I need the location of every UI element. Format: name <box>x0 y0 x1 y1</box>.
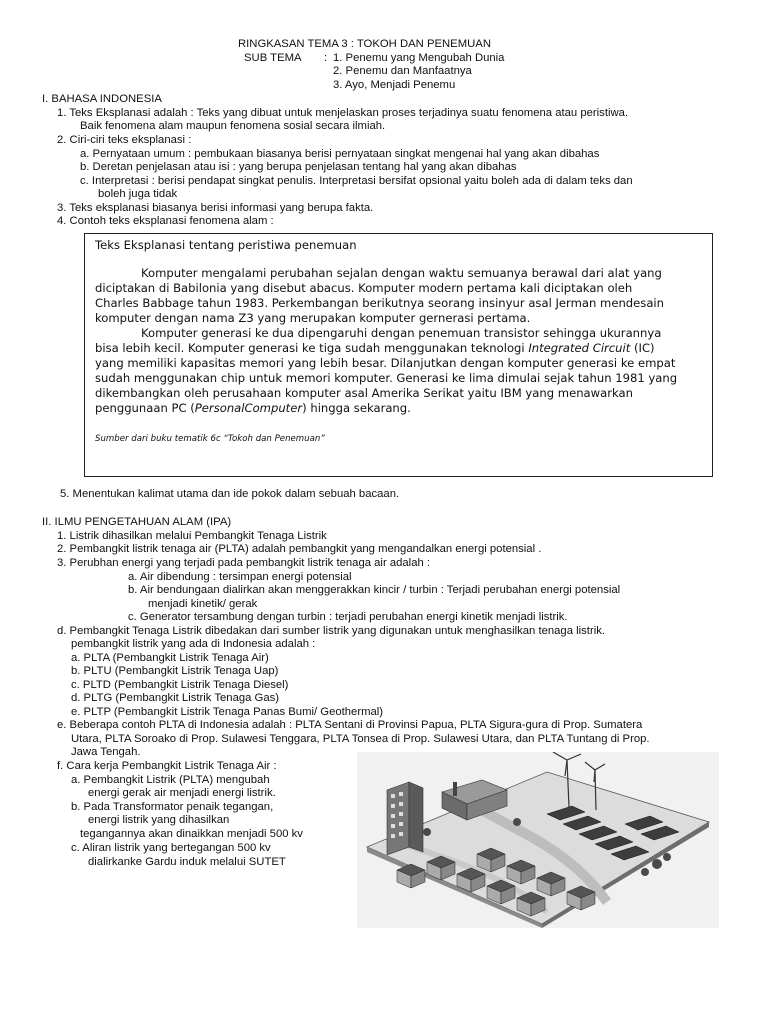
s2-item-d-cont: pembangkit listrik yang ada di Indonesia adalah : <box>71 638 316 650</box>
s2-f-b-cont-2: tegangannya akan dinaikkan menjadi 500 kv <box>80 828 303 840</box>
s2-item-2: 2. Pembangkit listrik tenaga air (PLTA) adalah pembangkit yang mengandalkan energi potensial . <box>57 543 542 555</box>
subtema-colon: : <box>324 52 328 64</box>
s2-item-d: d. Pembangkit Tenaga Listrik dibedakan dari sumber listrik yang digunakan untuk menghasilkan tenaga listrik. <box>57 625 606 637</box>
section-2-heading: II. ILMU PENGETAHUAN ALAM (IPA) <box>42 516 232 528</box>
box-p2-l5: dikembangkan oleh perusahaan komputer asal Amerika Serikat yaitu IBM yang menawarkan <box>95 386 633 400</box>
subtema-label: SUB TEMA <box>244 52 302 64</box>
s2-d-list-e: e. PLTP (Pembangkit Listrik Tenaga Panas Bumi/ Geothermal) <box>71 706 384 718</box>
s1-item-4: 4. Contoh teks eksplanasi fenomena alam : <box>57 215 274 227</box>
s2-item-3b: b. Air bendungaan dialirkan akan menggerakkan kincir / turbin : Terjadi perubahan energi potensial <box>128 584 621 596</box>
apartment-building <box>387 782 423 855</box>
s1-item-2c: c. Interpretasi : berisi pendapat singkat penulis. Interpretasi bersifat opsional yaitu boleh ada di dalam teks dan <box>80 175 633 187</box>
s1-item-2: 2. Ciri-ciri teks eksplanasi : <box>57 134 192 146</box>
box-p1-l4: komputer dengan nama Z3 yang merupakan komputer gernerasi pertama. <box>95 311 531 325</box>
box-p2-l4: sudah menggunakan chip untuk memori komputer. Generasi ke lima dimulai sejak tahun 1981 yang <box>95 371 678 385</box>
box-title: Teks Eksplanasi tentang peristiwa penemuan <box>95 238 357 252</box>
s2-f-c-cont: dialirkanke Gardu induk melalui SUTET <box>88 856 286 868</box>
s2-f-a: a. Pembangkit Listrik (PLTA) mengubah <box>71 774 270 786</box>
s2-f-a-cont: energi gerak air menjadi energi listrik. <box>88 787 276 799</box>
box-source: Sumber dari buku tematik 6c “Tokoh dan Penemuan” <box>95 434 325 444</box>
box-p2-l2: bisa lebih kecil. Komputer generasi ke tiga sudah menggunakan teknologi Integrated Circuit (IC) <box>95 341 655 355</box>
s2-item-3a: a. Air dibendung : tersimpan energi potensial <box>128 571 352 583</box>
subtema-item-3: 3. Ayo, Menjadi Penemu <box>333 79 456 91</box>
box-p1-l2: diciptakan di Babilonia yang disebut abacus. Komputer modern pertama kali diciptakan oleh <box>95 281 633 295</box>
s1-item-3: 3. Teks eksplanasi biasanya berisi informasi yang berupa fakta. <box>57 202 374 214</box>
explanation-text-box <box>84 233 713 477</box>
box-p2-l1: Komputer generasi ke dua dipengaruhi dengan penemuan transistor sehingga ukurannya <box>141 326 662 340</box>
s2-item-1: 1. Listrik dihasilkan melalui Pembangkit Tenaga Listrik <box>57 530 327 542</box>
s2-f-b-cont: energi listrik yang dihasilkan <box>88 814 230 826</box>
s1-item-2a: a. Pernyataan umum : pembukaan biasanya berisi pernyataan singkat mengenai hal yang akan dibahas <box>80 148 600 160</box>
box-p1-l1: Komputer mengalami perubahan sejalan dengan waktu semuanya berawal dari alat yang <box>141 266 662 280</box>
s2-item-f: f. Cara kerja Pembangkit Listrik Tenaga Air : <box>57 760 277 772</box>
s2-d-list-a: a. PLTA (Pembangkit Listrik Tenaga Air) <box>71 652 269 664</box>
s2-d-list-c: c. PLTD (Pembangkit Listrik Tenaga Diesel) <box>71 679 289 691</box>
subtema-item-2: 2. Penemu dan Manfaatnya <box>333 65 472 77</box>
box-p1-l3: Charles Babbage tahun 1983. Perkembangan berikutnya seorang insinyur asal Jerman mendesain <box>95 296 665 310</box>
s2-item-3b-cont: menjadi kinetik/ gerak <box>148 598 258 610</box>
s2-item-3: 3. Perubhan energi yang terjadi pada pembangkit listrik tenaga air adalah : <box>57 557 431 569</box>
box-p2-l3: yang memiliki kapasitas memori yang lebih besar. Dilanjutkan dengan komputer generasi ke empat <box>95 356 676 370</box>
s2-f-c: c. Aliran listrik yang bertegangan 500 kv <box>71 842 271 854</box>
s2-d-list-d: d. PLTG (Pembangkit Listrik Tenaga Gas) <box>71 692 280 704</box>
section-1-heading: I. BAHASA INDONESIA <box>42 93 162 105</box>
s2-d-list-b: b. PLTU (Pembangkit Listrik Tenaga Uap) <box>71 665 279 677</box>
s2-item-e: e. Beberapa contoh PLTA di Indonesia adalah : PLTA Sentani di Provinsi Papua, PLTA Sigura-gura di Prop. Sumatera <box>57 719 643 731</box>
s1-item-2c-cont: boleh juga tidak <box>98 188 178 200</box>
s1-item-2b: b. Deretan penjelasan atau isi : yang berupa penjelasan tentang hal yang akan dibahas <box>80 161 517 173</box>
s1-item-1: 1. Teks Eksplanasi adalah : Teks yang dibuat untuk menjelaskan proses terjadinya suatu fenomena atau peristiwa. <box>57 107 629 119</box>
power-plant-illustration <box>357 752 719 928</box>
s1-item-1-cont: Baik fenomena alam maupun fenomena sosial secara ilmiah. <box>80 120 386 132</box>
s2-f-b: b. Pada Transformator penaik tegangan, <box>71 801 274 813</box>
s2-item-e-cont-1: Utara, PLTA Soroako di Prop. Sulawesi Tenggara, PLTA Tonsea di Prop. Sulawesi Utara, dan PLTA Tuntang di Prop. <box>71 733 650 745</box>
s1-item-5: 5. Menentukan kalimat utama dan ide pokok dalam sebuah bacaan. <box>60 488 400 500</box>
document-title: RINGKASAN TEMA 3 : TOKOH DAN PENEMUAN <box>238 38 491 50</box>
s2-item-3c: c. Generator tersambung dengan turbin : terjadi perubahan energi kinetik menjadi listrik. <box>128 611 568 623</box>
box-p2-l6: penggunaan PC (PersonalComputer) hingga sekarang. <box>95 401 411 415</box>
subtema-item-1: 1. Penemu yang Mengubah Dunia <box>333 52 505 64</box>
s2-item-e-cont-2: Jawa Tengah. <box>71 746 141 758</box>
